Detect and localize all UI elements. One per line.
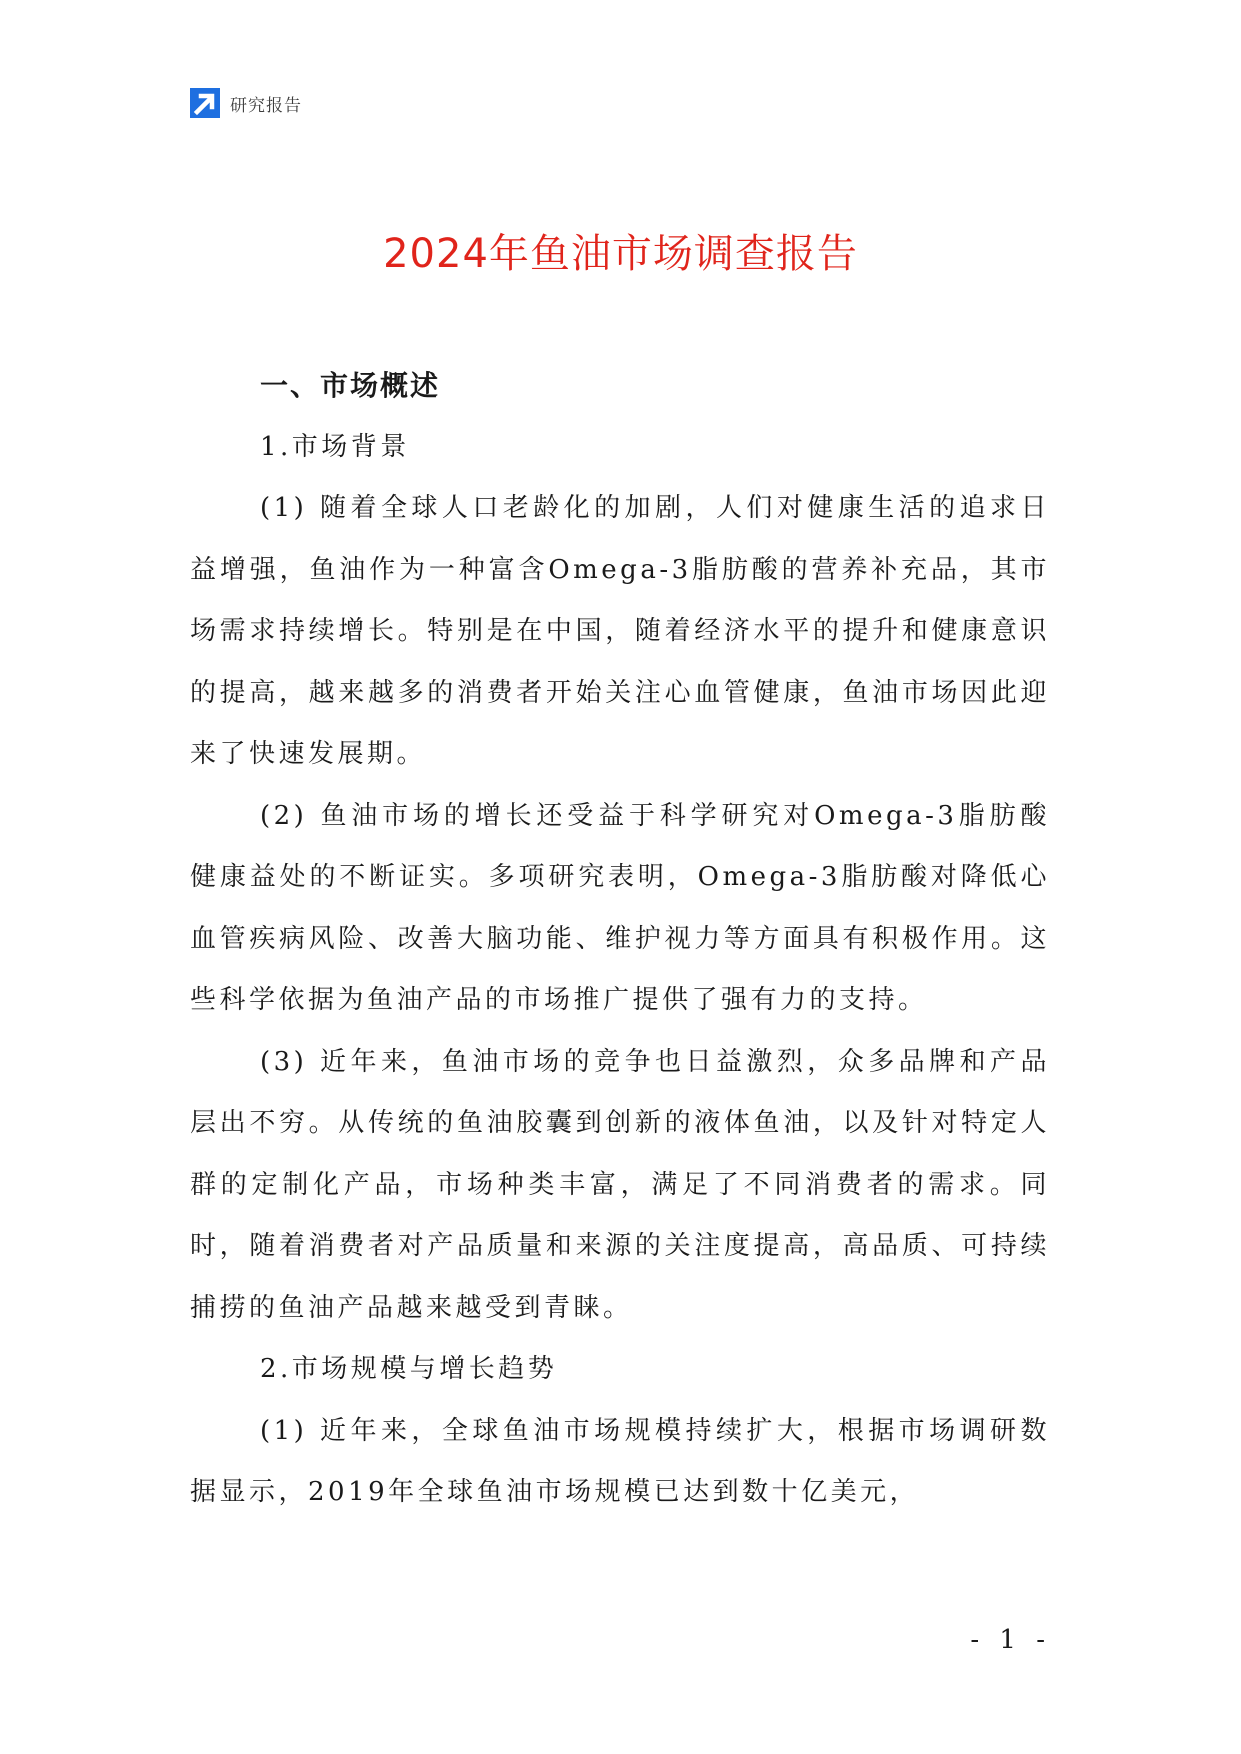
section-heading: 一、市场概述 [260, 369, 441, 402]
document-body [190, 355, 1050, 1524]
document-title: 2024年鱼油市场调查报告 [383, 231, 858, 277]
arrow-up-right-icon [190, 88, 220, 118]
subsection-heading: 2.市场规模与增长趋势 [260, 1354, 558, 1384]
paragraph: (1) 近年来，全球鱼油市场规模持续扩大，根据市场调研数据显示，2019年全球鱼油市场规模已达到数十亿美元， [190, 1415, 1050, 1507]
subsection-heading: 1.市场背景 [260, 431, 410, 462]
document-header [190, 88, 302, 118]
paragraph: (2) 鱼油市场的增长还受益于科学研究对Omega-3脂肪酸健康益处的不断证实。多项研究表明，Omega-3脂肪酸对降低心血管疾病风险、改善大脑功能、维护视力等方面具有积极作用。这些科学依据为鱼油产品的市场推广提供了强有力的支持。 [190, 800, 1050, 1015]
header-label: 研究报告 [230, 95, 302, 116]
paragraph: (1) 随着全球人口老龄化的加剧，人们对健康生活的追求日益增强，鱼油作为一种富含Omega-3脂肪酸的营养补充品，其市场需求持续增长。特别是在中国，随着经济水平的提升和健康意识的提高，越来越多的消费者开始关注心血管健康，鱼油市场因此迎来了快速发展期。 [190, 493, 1050, 769]
paragraph: (3) 近年来，鱼油市场的竞争也日益激烈，众多品牌和产品层出不穷。从传统的鱼油胶囊到创新的液体鱼油，以及针对特定人群的定制化产品，市场种类丰富，满足了不同消费者的需求。同时，随着消费者对产品质量和来源的关注度提高，高品质、可持续捕捞的鱼油产品越来越受到青睐。 [190, 1046, 1050, 1323]
page-number: - 1 - [970, 1625, 1051, 1655]
